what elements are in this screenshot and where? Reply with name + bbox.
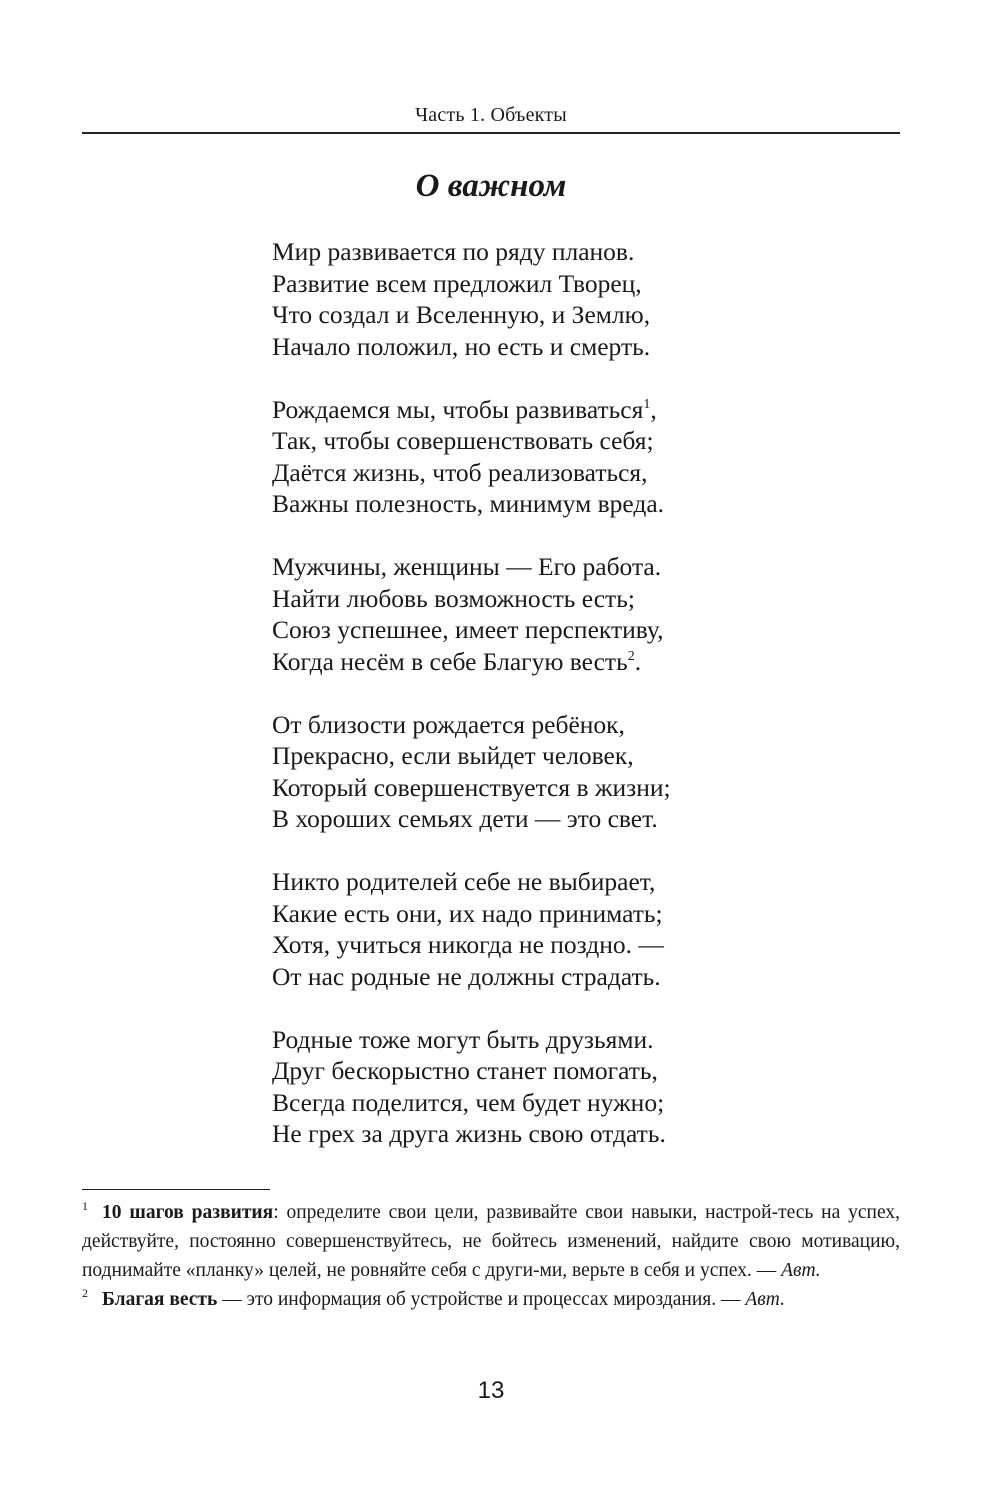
- verse-text: Рождаемся мы, чтобы развиваться: [272, 394, 644, 424]
- footnote: [82, 1198, 900, 1285]
- verse-line: От близости рождается ребёнок,: [272, 709, 625, 739]
- verse-punct: ,: [650, 394, 657, 424]
- footnote-text: : определите свои цели, развивайте свои навыки, настрой-тесь на успех, действуйте, постоянно совершенствуйтесь, не бойтесь изменений, найдите свою мотивацию, поднимайте «планку» целей, не ровняйте себя с други-ми, верьте в себя и успех. —: [82, 1202, 900, 1281]
- footnote-rule: [82, 1189, 270, 1190]
- running-head: Часть 1. Объекты: [415, 104, 567, 126]
- verse-line: [272, 394, 792, 426]
- stanza: [272, 236, 792, 362]
- page-number: 13: [477, 1377, 505, 1404]
- verse-line: Что создал и Вселенную, и Землю,: [272, 300, 651, 329]
- footnote-author: Авт.: [781, 1260, 821, 1281]
- verse-line: Какие есть они, их надо принимать;: [272, 898, 663, 928]
- verse-line: В хороших семьях дети — это свет.: [272, 804, 658, 833]
- verse-line: Начало положил, но есть и смерть.: [272, 331, 651, 361]
- verse-line: Который совершенствуется в жизни;: [272, 772, 671, 802]
- footnotes: [82, 1198, 900, 1314]
- stanza: [272, 709, 792, 835]
- footnote-author: Авт.: [745, 1289, 785, 1310]
- verse-line: Друг бескорыстно станет помогать,: [272, 1056, 658, 1085]
- stanza: [272, 551, 792, 677]
- stanza: [272, 1024, 792, 1150]
- verse-line: Даётся жизнь, чтоб реализоваться,: [272, 457, 648, 487]
- header-rule: [82, 132, 900, 134]
- verse-line: Союз успешнее, имеет перспективу,: [272, 615, 664, 644]
- footnote-term: Благая весть: [102, 1289, 218, 1310]
- verse-line: Так, чтобы совершенствовать себя;: [272, 426, 654, 455]
- verse-line: [272, 646, 792, 678]
- verse-line: От нас родные не должны страдать.: [272, 961, 661, 991]
- verse-line: Мир развивается по ряду планов.: [272, 237, 635, 266]
- verse-line: Всегда поделится, чем будет нужно;: [272, 1087, 665, 1117]
- verse-line: Родные тоже могут быть друзьями.: [272, 1024, 654, 1054]
- footnote: [82, 1285, 900, 1314]
- footnote-mark: 1: [82, 1199, 88, 1213]
- verse-punct: .: [634, 646, 642, 676]
- verse-line: Мужчины, женщины — Его работа.: [272, 552, 662, 581]
- stanza: [272, 866, 792, 992]
- footnote-ref[interactable]: 2: [627, 648, 635, 664]
- verse-line: Найти любовь возможность есть;: [272, 583, 635, 613]
- verse-line: Важны полезность, минимум вреда.: [272, 489, 665, 518]
- poem: [272, 236, 792, 1181]
- footnote-mark: 2: [82, 1286, 88, 1300]
- footnote-term: 10 шагов развития: [102, 1202, 274, 1223]
- verse-line: Развитие всем предложил Творец,: [272, 268, 642, 298]
- verse-line: Прекрасно, если выйдет человек,: [272, 741, 634, 770]
- verse-line: Хотя, учиться никогда не поздно. —: [272, 930, 664, 959]
- stanza: [272, 394, 792, 520]
- poem-title: О важном: [415, 168, 567, 204]
- verse-line: Никто родителей себе не выбирает,: [272, 867, 656, 896]
- footnote-ref[interactable]: 1: [643, 396, 651, 412]
- verse-text: Когда несём в себе Благую весть: [272, 646, 628, 676]
- verse-line: Не грех за друга жизнь свою отдать.: [272, 1119, 666, 1148]
- footnote-text: — это информация об устройстве и процессах мироздания. —: [217, 1289, 746, 1310]
